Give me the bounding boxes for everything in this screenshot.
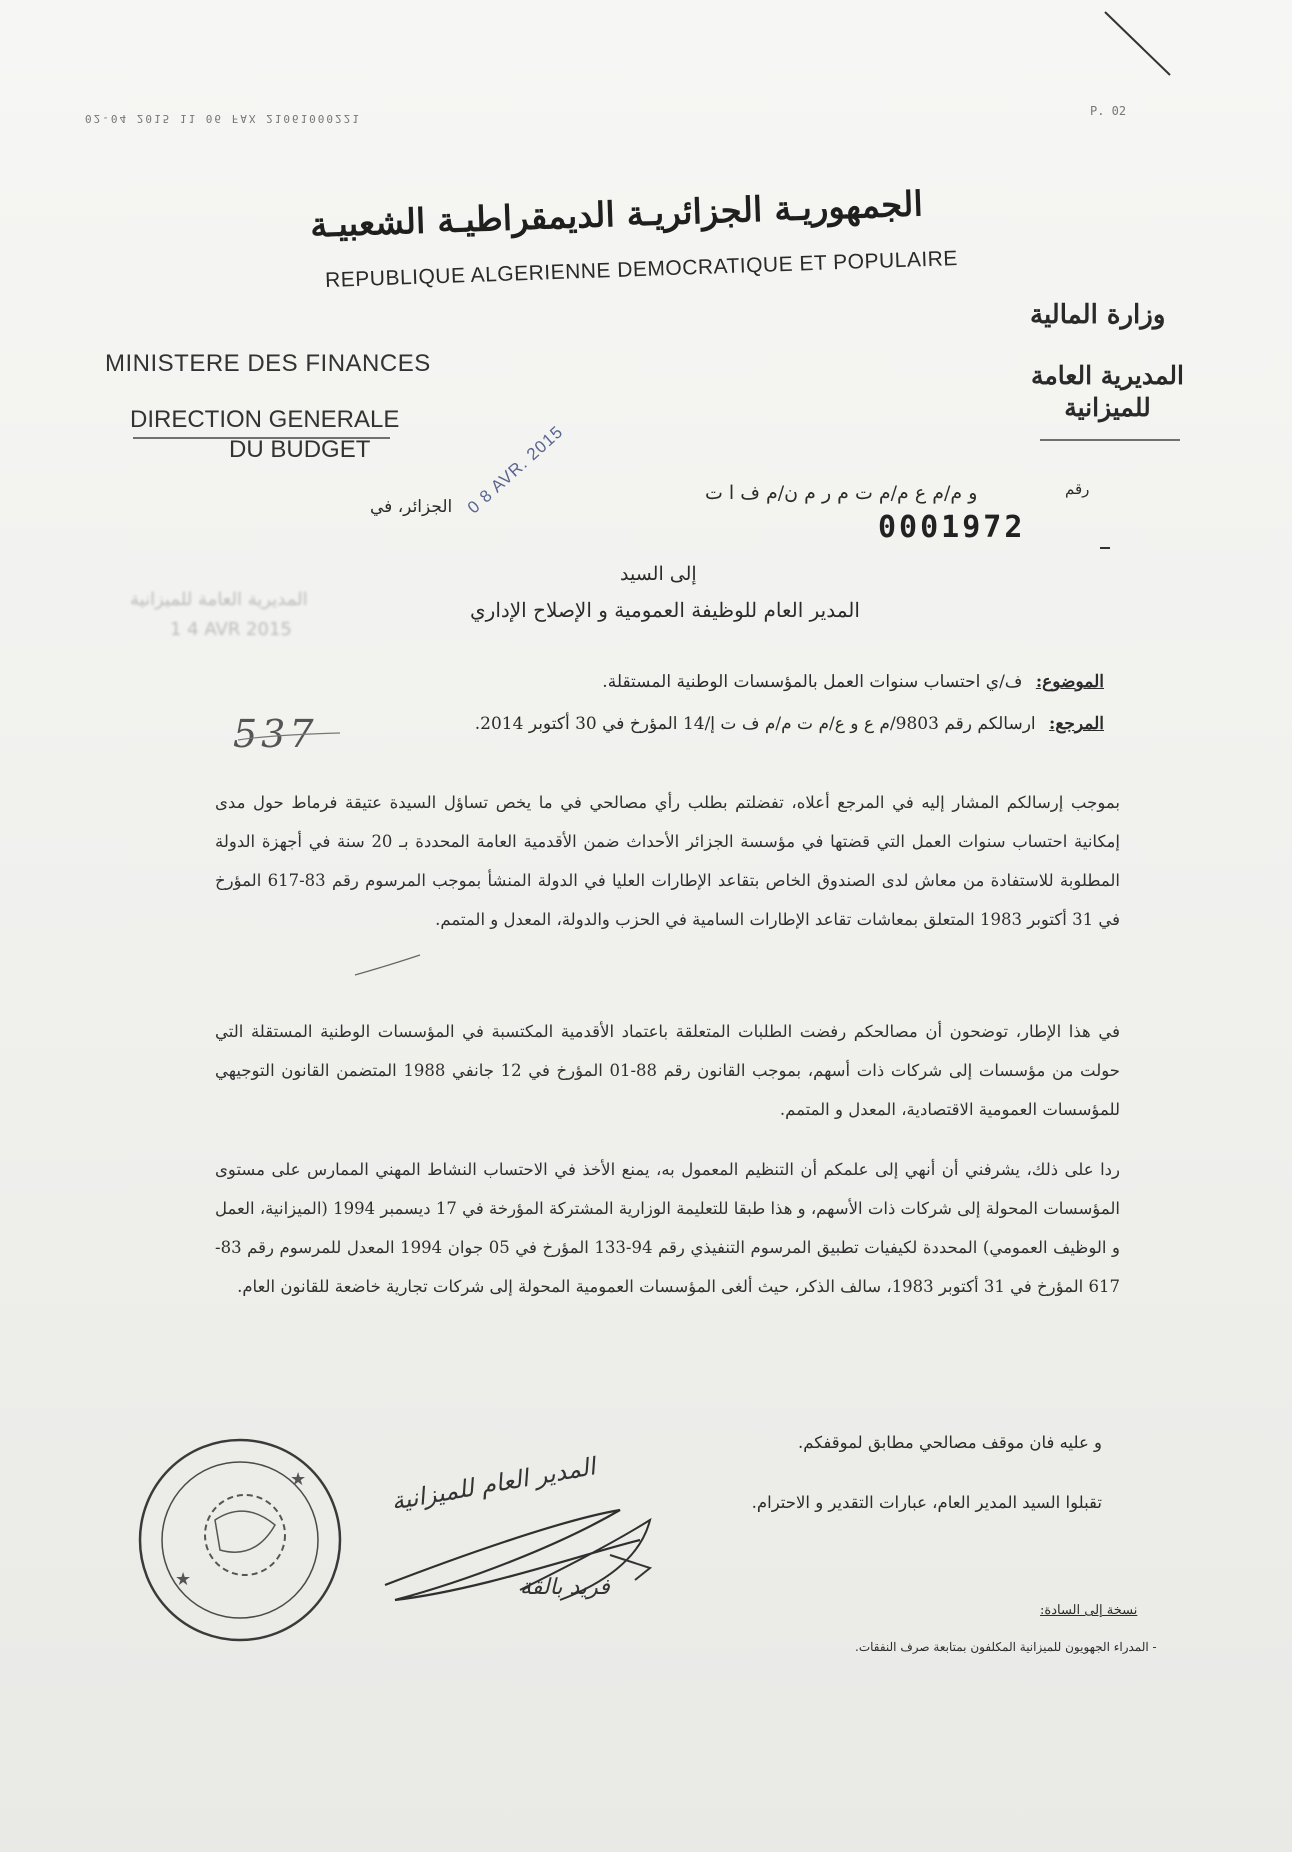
place-date: الجزائر، في: [370, 497, 453, 517]
republic-title-ar: الجمهوريـة الجزائريـة الديمقراطيـة الشعبيـة: [309, 184, 924, 246]
direction-ar: المديرية العامة للميزانية: [1031, 361, 1184, 422]
number-label: رقم: [1065, 480, 1090, 498]
body-paragraph-1: بموجب إرسالكم المشار إليه في المرجع أعلاه، تفضلتم بطلب رأي مصالحي في ما يخص تساؤل السيدة عتيقة فرماط حول مدى إمكانية احتساب سنوات العمل التي قضتها في مؤسسة الجزائر الأحداث ضمن الأقدمية العامة المحددة بـ 20 سنة في أجهزة الدولة المطلوبة للاستفادة من معاش لدى الصندوق الخاص بتقاعد الإطارات العليا في الدولة المنشأ بموجب المرسوم رقم 83-617 المؤرخ في 31 أكتوبر 1983 المتعلق بمعاشات تقاعد الإطارات السامية في الحزب والدولة، المعدل و المتمم.: [215, 793, 1121, 929]
closing-line: و عليه فان موقف مصالحي مطابق لموقفكم.: [798, 1433, 1102, 1452]
direction-fr-line2: DU BUDGET: [229, 436, 371, 463]
recipient-to: إلى السيد: [620, 563, 697, 585]
handwritten-signature: [385, 1510, 650, 1600]
fax-header: 02-04 2015 11 06 FAX 21061000221: [85, 112, 361, 125]
reference-code: و م/م ع م/م ت م ر م ن/م ف ا ت: [705, 482, 978, 504]
svg-text:★: ★: [175, 1569, 192, 1590]
republic-title-fr: REPUBLIQUE ALGERIENNE DEMOCRATIQUE ET POPULAIRE: [324, 246, 959, 293]
date-stamp: 0 8 AVR. 2015: [463, 421, 567, 518]
direction-fr-line1: DIRECTION GENERALE: [130, 406, 400, 433]
recipient-title: المدير العام للوظيفة العمومية و الإصلاح الإداري: [470, 598, 860, 622]
corner-pen-stroke: [1105, 12, 1170, 75]
ministry-fr: MINISTERE DES FINANCES: [105, 350, 431, 377]
official-seal: [140, 1440, 340, 1640]
reception-stamp-line2: 1 4 AVR 2015: [170, 619, 292, 640]
svg-text:★: ★: [290, 1469, 307, 1490]
signature-title: المدير العام للميزانية: [389, 1452, 598, 1516]
reception-stamp-line1: المديرية العامة للميزانية: [130, 589, 308, 610]
body-paragraph-2: في هذا الإطار، توضحون أن مصالحكم رفضت الطلبات المتعلقة باعتماد الأقدمية المكتسبة في المؤسسات الوطنية المستقلة التي حولت من مؤسسات إلى شركات ذات أسهم، بموجب القانون رقم 88-01 المؤرخ في 12 جانفي 1988 المتضمن القانون التوجيهي للمؤسسات العمومية الاقتصادية، المعدل و المتمم.: [215, 1022, 1120, 1119]
pen-tick: [355, 955, 420, 975]
ministry-ar: وزارة المالية: [1030, 300, 1166, 330]
copy-item: - المدراء الجهويون للميزانية المكلفون بمتابعة صرف النفقات.: [855, 1640, 1157, 1654]
signature-name: فريد بالقة: [520, 1575, 610, 1600]
subject-label: الموضوع:: [1035, 672, 1104, 692]
copy-label: نسخة إلى السادة:: [1040, 1603, 1138, 1618]
reference-number: 0001972: [878, 510, 1026, 545]
body-paragraph-3: ردا على ذلك، يشرفني أن أنهي إلى علمكم أن التنظيم المعمول به، يمنع الأخذ في الاحتساب النشاط المهني الممارس على مستوى المؤسسات المحولة إلى شركات ذات الأسهم، و هذا طبقا للتعليمة الوزارية المشتركة المؤرخة في 17 ديسمبر 1994 (الميزانية، العمل و الوظيف العمومي) المحددة لكيفيات تطبيق المرسوم التنفيذي رقم 94-133 المؤرخ في 05 جوان 1994 المعدل للمرسوم رقم 83-617 المؤرخ في 31 أكتوبر 1983، سالف الذكر، حيث ألغى المؤسسات العمومية المحولة إلى شركات تجارية خاضعة للقانون العام.: [215, 1160, 1120, 1296]
handwritten-number: 537: [233, 712, 318, 756]
reference-text: ارسالكم رقم 9803/م ع و ع/م ت م/م ف ت إ/14 المؤرخ في 30 أكتوبر 2014.: [474, 714, 1036, 734]
fax-page-number: P. 02: [1090, 104, 1127, 118]
greeting-line: تقبلوا السيد المدير العام، عبارات التقدير و الاحترام.: [751, 1493, 1102, 1512]
number-underline-hand: [238, 733, 340, 740]
subject-text: ف/ي احتساب سنوات العمل بالمؤسسات الوطنية المستقلة.: [602, 672, 1023, 692]
reference-label: المرجع:: [1049, 714, 1104, 734]
